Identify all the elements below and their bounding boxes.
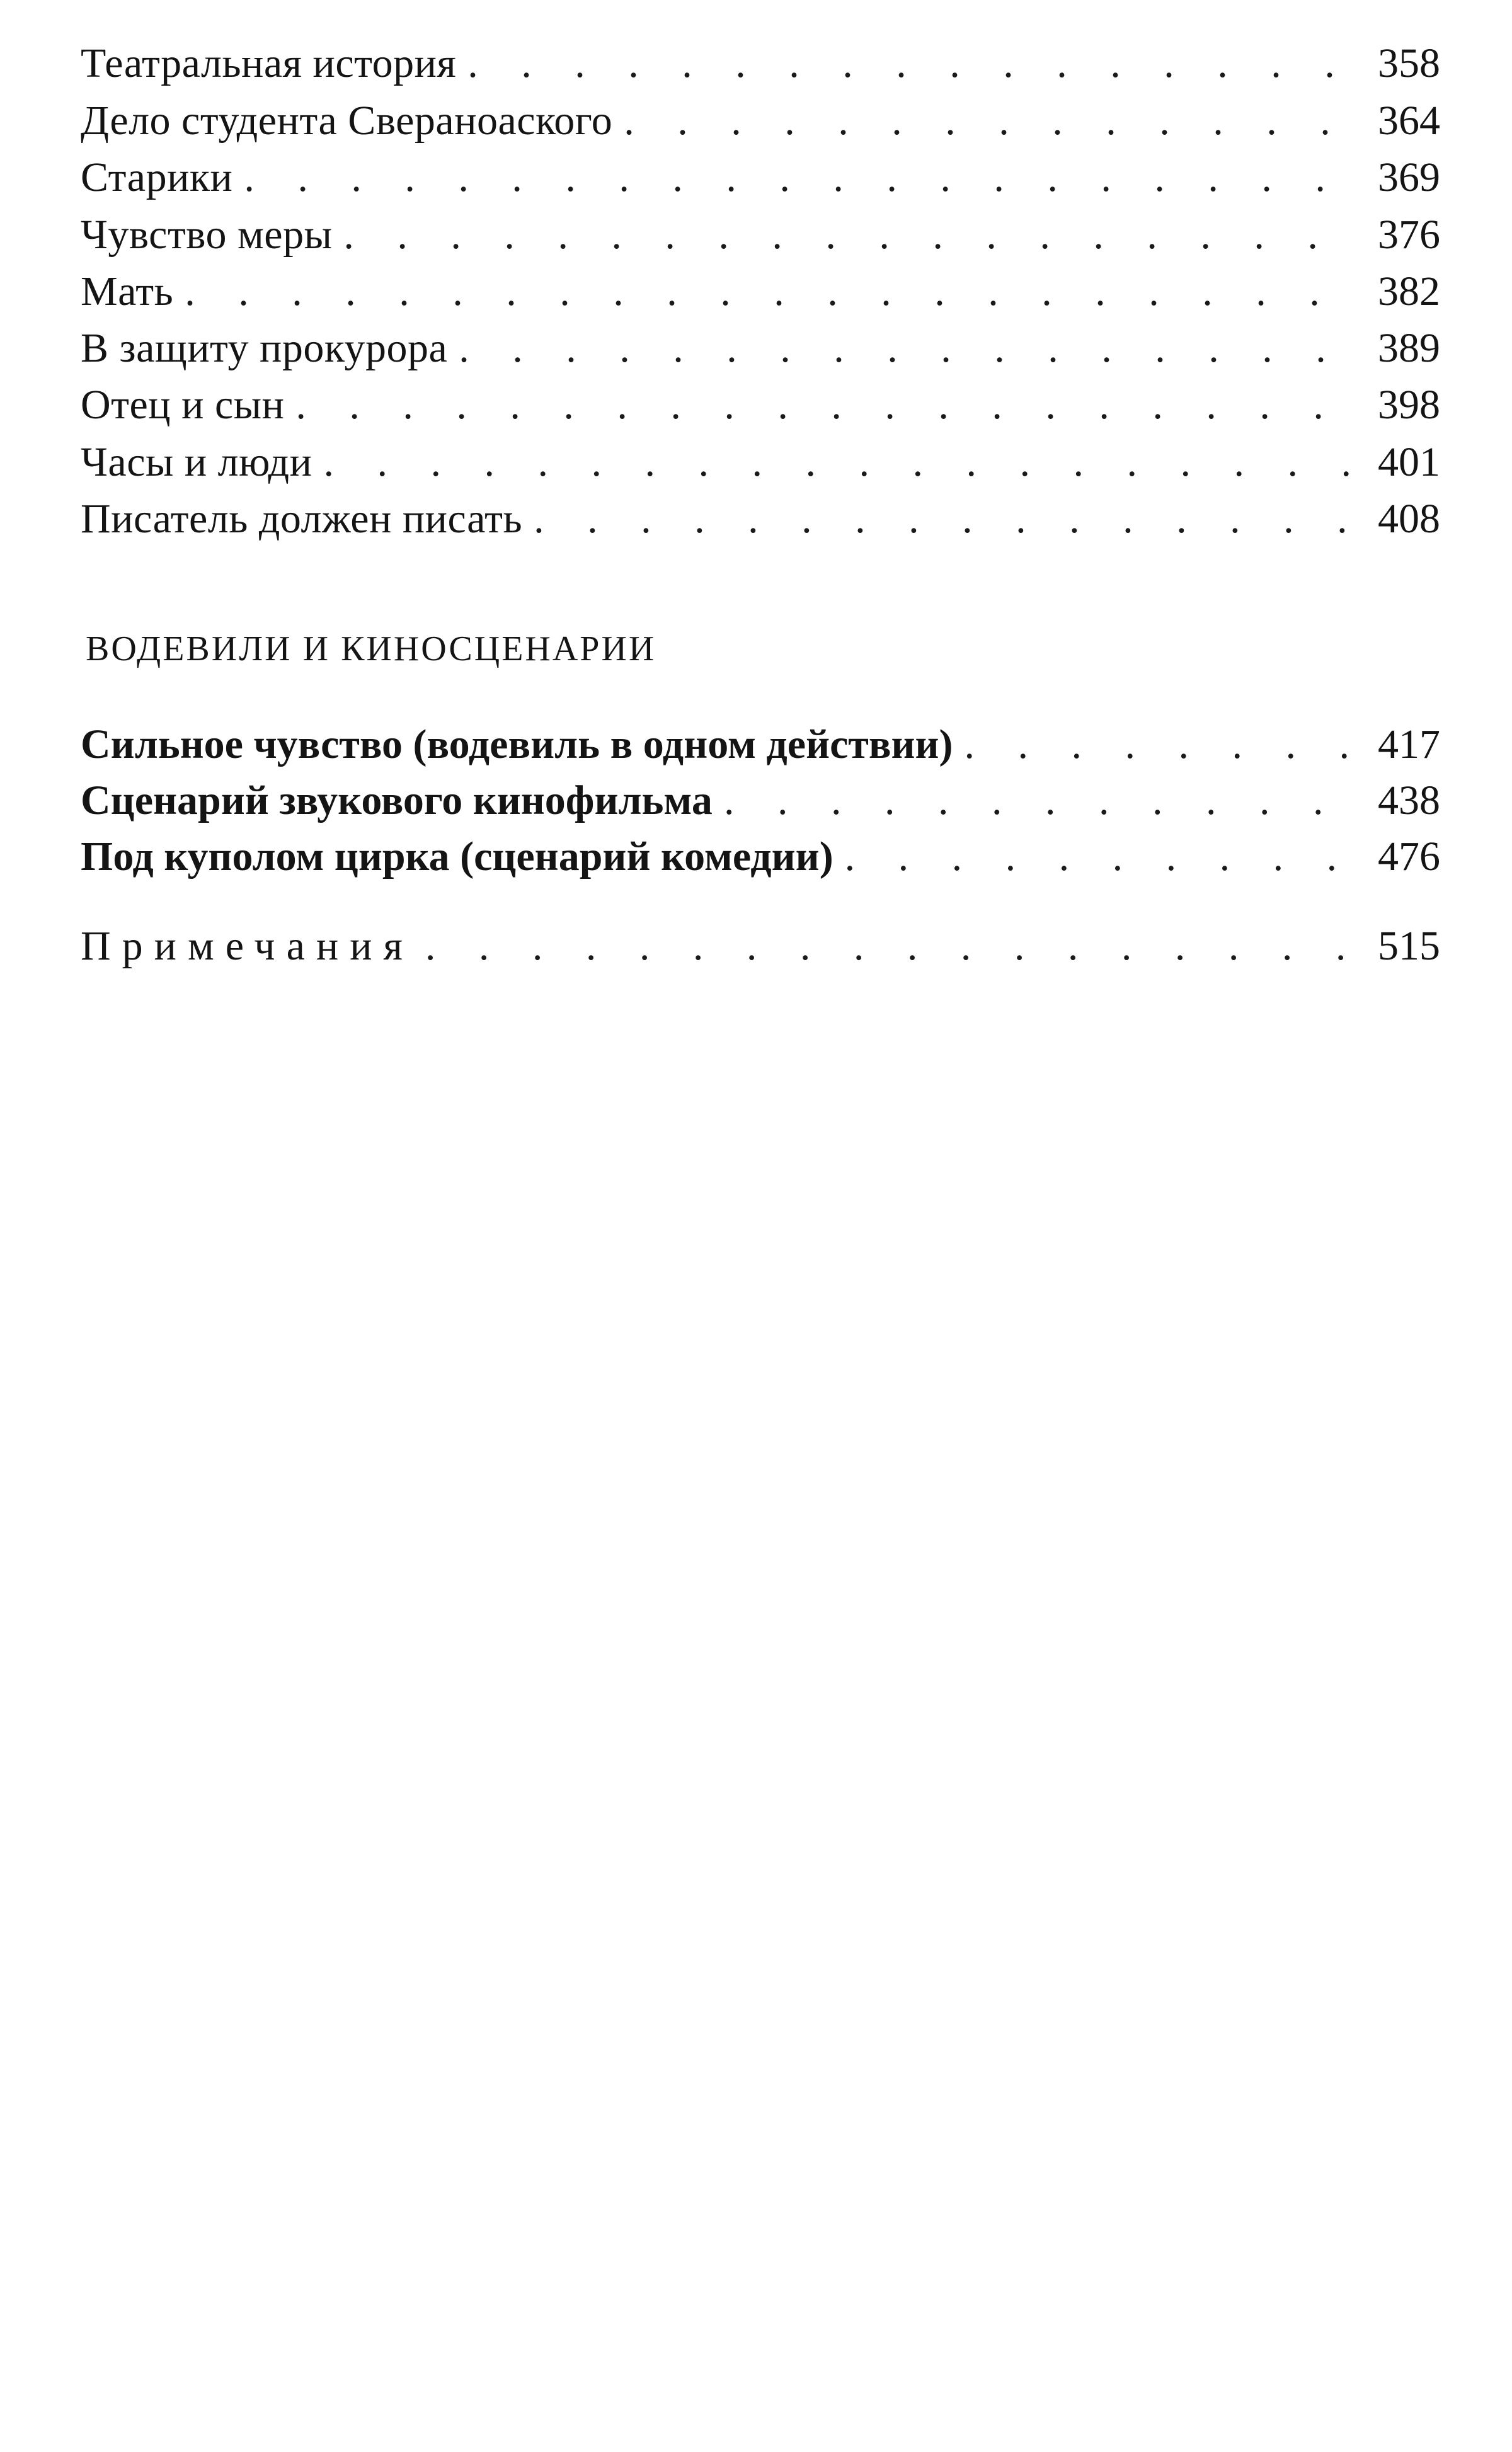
toc-entry-title: Мать	[81, 268, 174, 314]
dot-leader	[845, 828, 1352, 885]
toc-entry	[81, 772, 1440, 829]
toc-entry-page: 389	[1378, 325, 1440, 371]
toc-entry	[81, 207, 1440, 263]
dot-leader	[244, 149, 1352, 206]
toc-entry-page: 476	[1378, 834, 1440, 879]
toc-entry-page: 369	[1378, 154, 1440, 200]
dot-leader	[467, 35, 1352, 92]
toc-entry	[81, 320, 1440, 377]
dot-leader	[624, 93, 1352, 149]
toc-entry	[81, 377, 1440, 433]
toc-entry	[81, 828, 1440, 885]
toc-entry	[81, 93, 1440, 149]
section-heading: ВОДЕВИЛИ И КИНОСЦЕНАРИИ	[86, 629, 656, 668]
toc-entry-title: Под куполом цирка (сценарий комедии)	[81, 834, 833, 879]
toc-entry	[81, 263, 1440, 320]
dot-leader	[459, 320, 1352, 377]
toc-entry-page: 358	[1378, 40, 1440, 86]
toc-entry	[81, 716, 1440, 773]
toc-entry-page: 408	[1378, 496, 1440, 542]
toc-entry-title: Чувство меры	[81, 212, 333, 258]
toc-entry-page: 376	[1378, 212, 1440, 258]
dot-leader	[724, 772, 1352, 829]
dot-leader	[425, 918, 1352, 975]
dot-leader	[323, 434, 1352, 491]
toc-entry	[81, 491, 1440, 547]
toc-entry-page: 398	[1378, 382, 1440, 428]
toc-entry-notes	[81, 918, 1440, 975]
toc-entry-page: 382	[1378, 268, 1440, 314]
dot-leader	[534, 491, 1352, 547]
toc-entry-title: В защиту прокурора	[81, 325, 448, 371]
toc-entry-title: Писатель должен писать	[81, 496, 523, 542]
toc-entry-title: Сценарий звукового кинофильма	[81, 777, 713, 823]
toc-entry-page: 515	[1378, 923, 1440, 969]
dot-leader	[343, 207, 1352, 263]
toc-entry-title: Дело студента Свераноаского	[81, 98, 613, 144]
dot-leader	[965, 716, 1352, 773]
toc-entry-title: Старики	[81, 154, 233, 200]
toc-entry	[81, 35, 1440, 92]
toc-entry-title: Сильное чувство (водевиль в одном действии)	[81, 721, 953, 767]
dot-leader	[295, 377, 1352, 433]
toc-entry-page: 438	[1378, 777, 1440, 823]
toc-entry-page: 364	[1378, 98, 1440, 144]
dot-leader	[185, 263, 1352, 320]
toc-entry-title: Часы и люди	[81, 439, 312, 485]
toc-entry	[81, 149, 1440, 206]
toc-entry-page: 401	[1378, 439, 1440, 485]
toc-entry-title: Театральная история	[81, 40, 457, 86]
toc-entry-title: Примечания	[81, 923, 414, 969]
toc-entry-page: 417	[1378, 721, 1440, 767]
toc-entry	[81, 434, 1440, 491]
toc-entry-title: Отец и сын	[81, 382, 285, 428]
